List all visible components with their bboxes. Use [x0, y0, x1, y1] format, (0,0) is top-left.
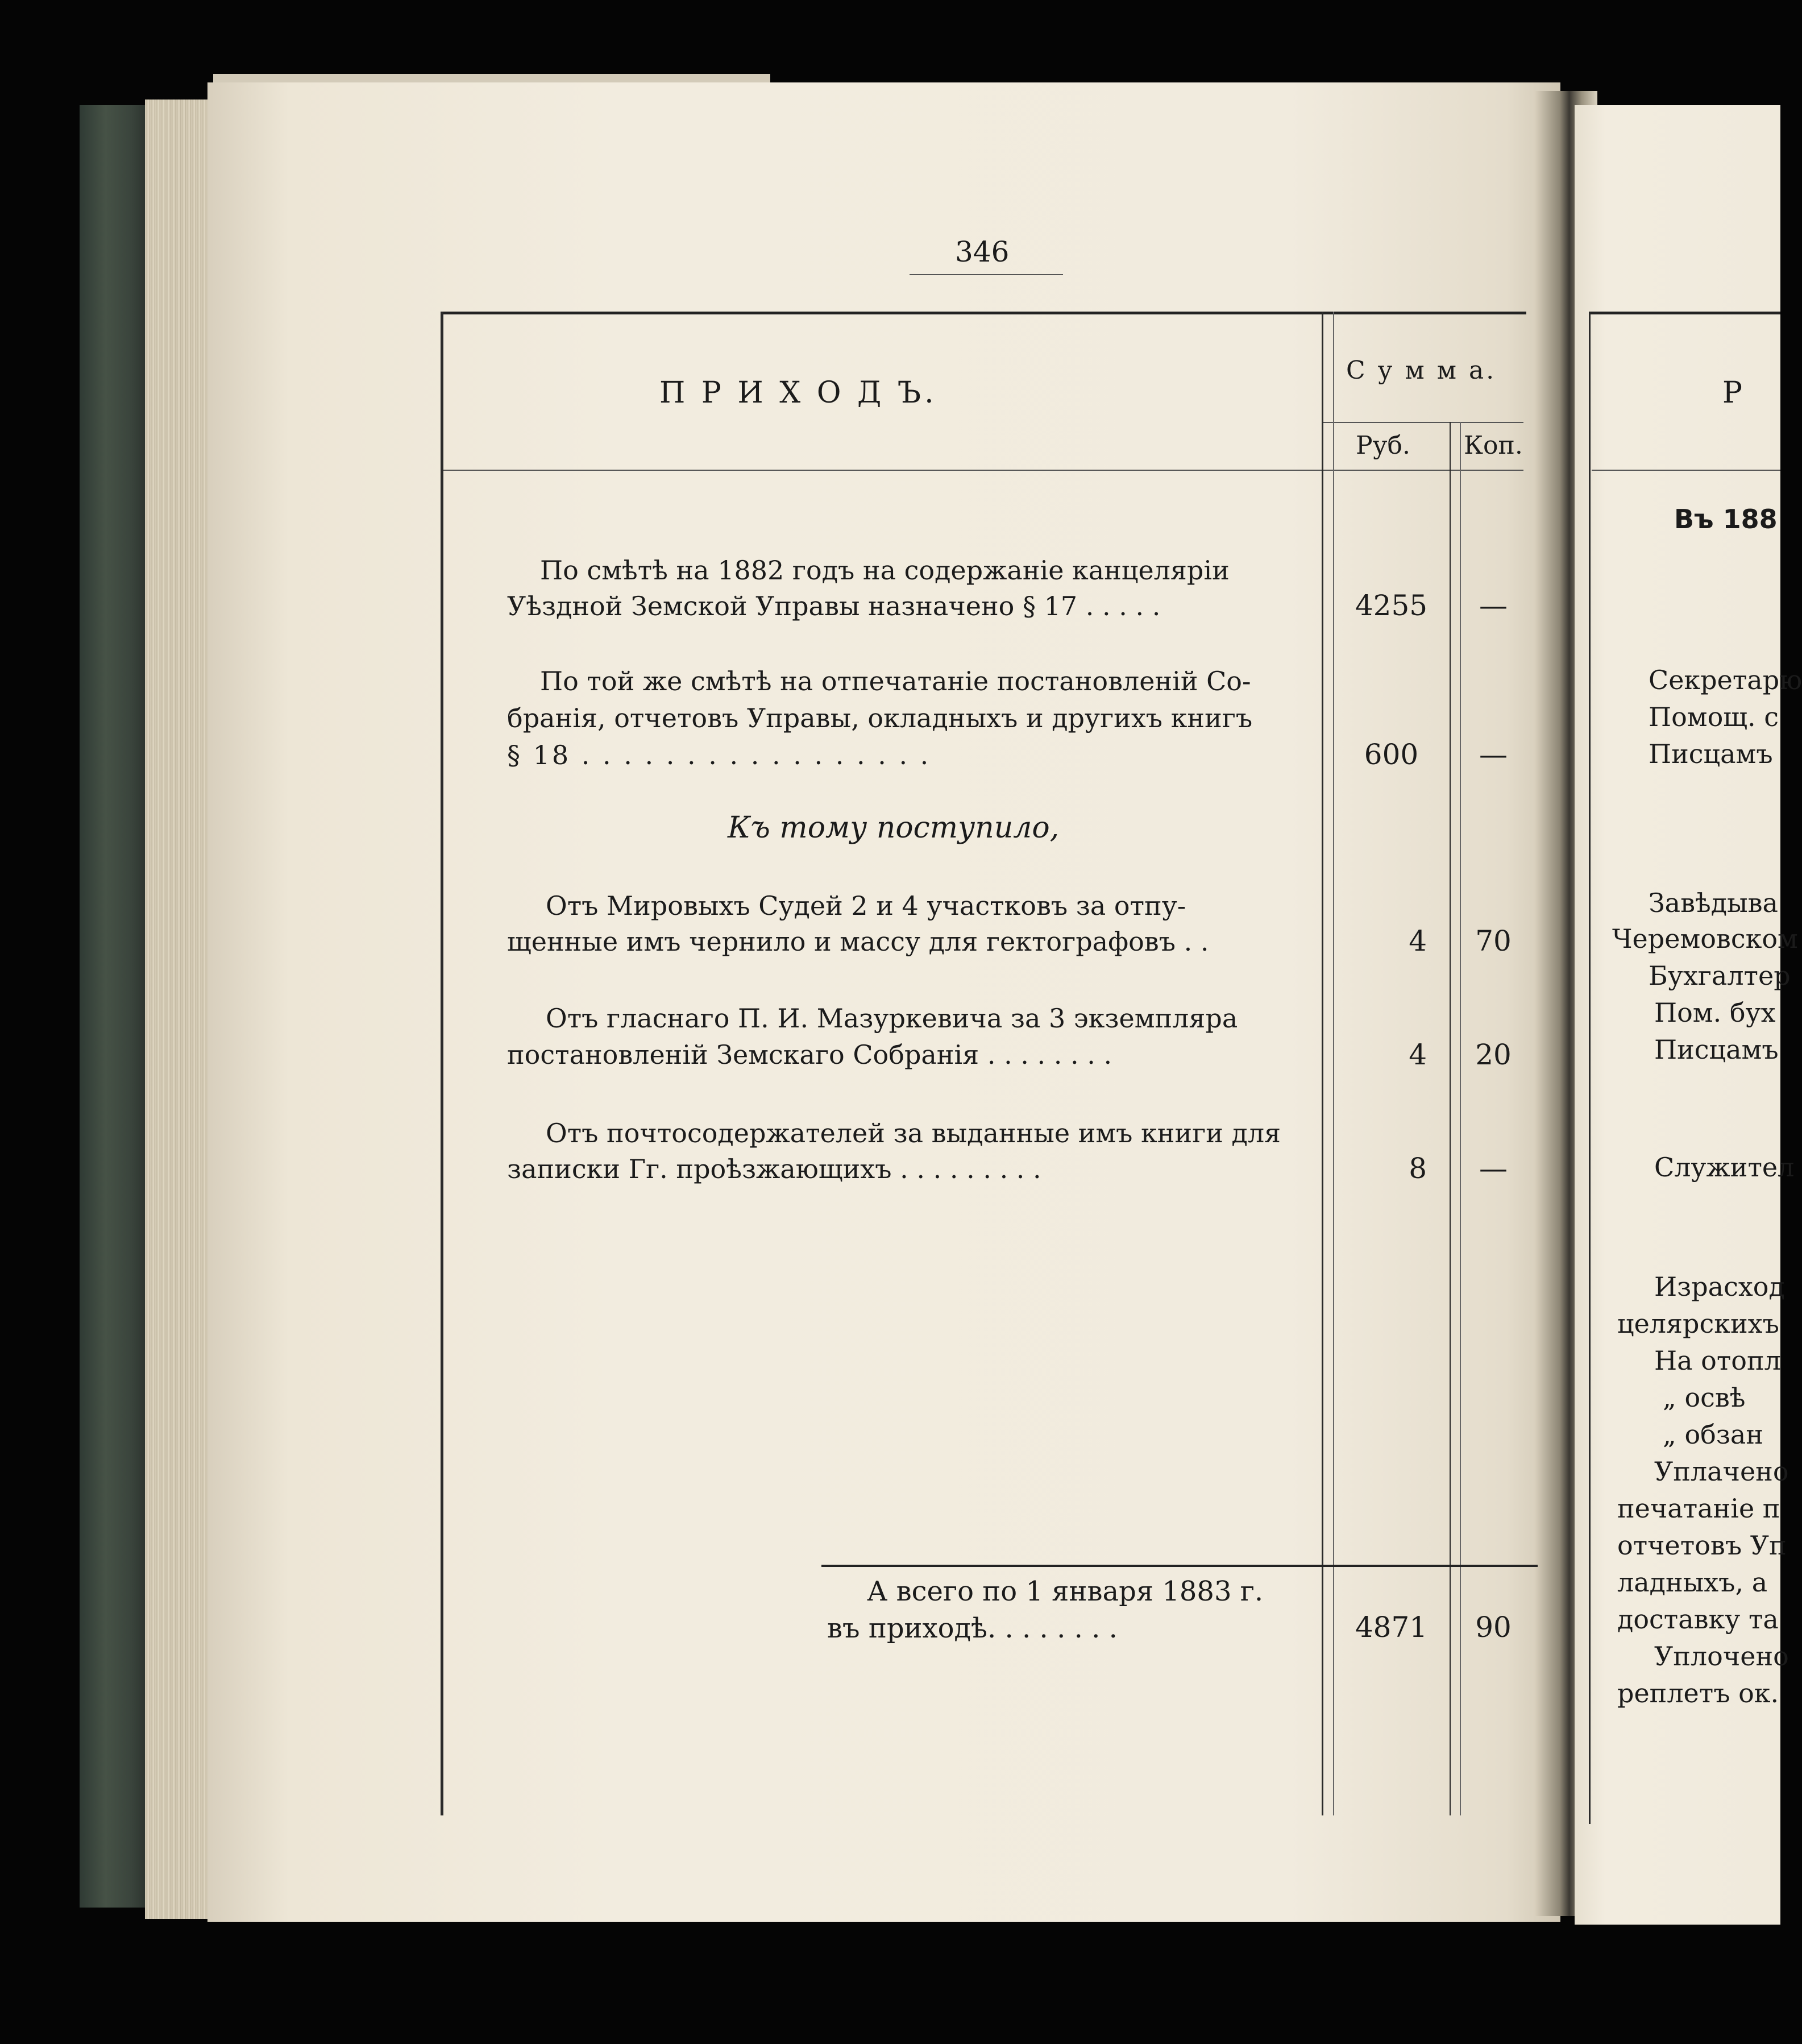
received-1-line-1: Отъ Мировыхъ Судей 2 и 4 участковъ за отпу-	[546, 890, 1186, 921]
rub-column-left-rule-2	[1333, 312, 1334, 1815]
right-line-6: Черемовском	[1612, 923, 1798, 954]
table-top-rule	[441, 312, 1526, 314]
received-1-line-2: щенные имъ чернило и массу для гектографовъ . .	[507, 926, 1209, 957]
page-number-underline	[910, 274, 1063, 275]
right-line-4: Писцамъ	[1649, 739, 1773, 769]
book-binding	[80, 105, 153, 1908]
entry-2-line-3: § 18 . . . . . . . . . . . . . . . . .	[507, 740, 931, 770]
rub-column-left-rule	[1322, 312, 1323, 1815]
received-3-line-2: записки Гг. проѣзжающихъ . . . . . . . . .	[507, 1154, 1041, 1184]
received-3-rub: 8	[1409, 1152, 1427, 1185]
right-line-12: целярскихъ	[1617, 1308, 1779, 1339]
total-rule	[821, 1565, 1538, 1567]
right-line-13: На отопл	[1654, 1345, 1781, 1376]
right-line-22: реплетъ ок.	[1617, 1678, 1779, 1709]
right-line-17: печатаніе п	[1617, 1493, 1780, 1524]
entry-2-kop: —	[1479, 738, 1508, 771]
right-line-11: Израсход	[1654, 1271, 1785, 1302]
section-heading: Къ тому поступило,	[728, 811, 1060, 845]
received-3-kop: —	[1479, 1152, 1508, 1185]
received-1-rub: 4	[1409, 924, 1427, 957]
right-line-10: Служител	[1654, 1152, 1795, 1183]
right-line-2: Секретарю	[1649, 665, 1802, 695]
received-2-kop: 20	[1475, 1038, 1512, 1071]
page-number: 346	[955, 235, 1010, 268]
kop-column-rule-2	[1460, 422, 1461, 1815]
right-line-21: Уплочено	[1654, 1641, 1789, 1672]
right-header-letter: Р	[1722, 376, 1742, 410]
right-line-5: Завѣдыва	[1649, 888, 1778, 918]
entry-1-rub: 4255	[1355, 589, 1428, 622]
entry-2-rub: 600	[1364, 738, 1419, 771]
total-rub: 4871	[1355, 1611, 1428, 1644]
entry-2-line-1: По той же смѣтѣ на отпечатаніе постановленій Со-	[540, 666, 1251, 696]
total-line-1: А всего по 1 января 1883 г.	[867, 1576, 1264, 1607]
entry-1-line-1: По смѣтѣ на 1882 годъ на содержаніе канцеляріи	[540, 555, 1230, 586]
entry-2-line-2: бранія, отчетовъ Управы, окладныхъ и другихъ книгъ	[507, 703, 1253, 733]
summa-subheader-rule	[1322, 422, 1523, 423]
right-table-left-border	[1589, 312, 1591, 1824]
summa-heading: С у м м а.	[1346, 356, 1497, 385]
right-line-19: ладныхъ, а	[1617, 1567, 1768, 1598]
received-2-rub: 4	[1409, 1038, 1427, 1071]
right-line-3: Помощ. с	[1649, 702, 1779, 732]
received-2-line-1: Отъ гласнаго П. И. Мазуркевича за 3 экземпляра	[546, 1003, 1238, 1034]
entry-1-line-2: Уѣздной Земской Управы назначено § 17 . . . . .	[507, 591, 1161, 621]
received-3-line-1: Отъ почтосодержателей за выданные имъ книги для	[546, 1118, 1281, 1149]
right-line-1: Въ 188	[1674, 504, 1778, 534]
right-line-16: Уплачено	[1654, 1456, 1789, 1487]
right-line-18: отчетовъ Уп	[1617, 1530, 1787, 1561]
prihod-heading: П Р И Х О Д Ъ.	[659, 376, 937, 410]
right-line-14: „ освѣ	[1663, 1382, 1746, 1413]
right-line-7: Бухгалтер	[1649, 960, 1791, 991]
total-line-2: въ приходѣ. . . . . . . .	[827, 1612, 1118, 1644]
header-bottom-rule	[443, 470, 1523, 471]
received-1-kop: 70	[1475, 924, 1512, 957]
table-left-border	[441, 312, 443, 1815]
kop-column-rule	[1450, 422, 1451, 1815]
total-kop: 90	[1475, 1611, 1512, 1644]
right-table-top-rule	[1589, 312, 1780, 314]
right-header-bottom-rule	[1592, 470, 1780, 471]
right-line-8: Пом. бух	[1654, 997, 1776, 1028]
right-line-20: доставку та	[1617, 1604, 1779, 1635]
kop-header: Коп.	[1464, 431, 1523, 460]
right-line-15: „ обзан	[1663, 1419, 1764, 1450]
entry-1-kop: —	[1479, 589, 1508, 622]
rub-header: Руб.	[1356, 431, 1410, 460]
received-2-line-2: постановленій Земскаго Собранія . . . . . . . .	[507, 1039, 1112, 1070]
right-line-9: Писцамъ	[1654, 1034, 1779, 1065]
